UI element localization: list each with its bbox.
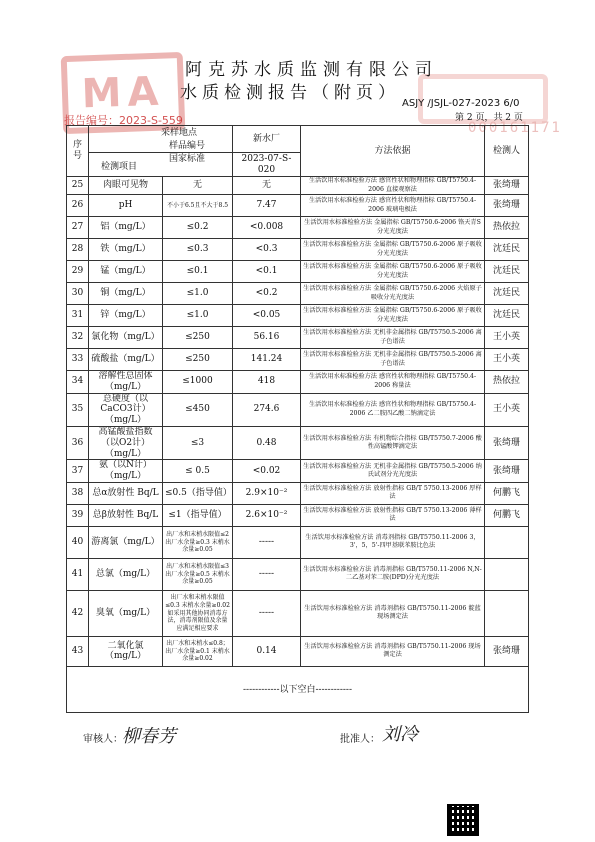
row-item: 铁（mg/L） bbox=[89, 239, 163, 261]
row-item: 氯化物（mg/L） bbox=[89, 327, 163, 349]
row-tester: 王小英 bbox=[485, 393, 529, 426]
row-result: 141.24 bbox=[233, 349, 301, 371]
row-item: pH bbox=[89, 195, 163, 217]
row-standard: ≤3 bbox=[163, 426, 233, 459]
row-method: 生活饮用水标准检验方法 感官性状和物理指标 GB/T5750.4-2006 称量法 bbox=[301, 371, 485, 394]
table-row bbox=[67, 636, 529, 666]
row-result: 2.9×10⁻² bbox=[233, 482, 301, 504]
row-method: 生活饮用水标准检验方法 放射性指标 GB/T 5750.13-2006 厚样法 bbox=[301, 482, 485, 504]
row-number: 25 bbox=[67, 177, 89, 195]
row-result: 56.16 bbox=[233, 327, 301, 349]
row-number: 33 bbox=[67, 349, 89, 371]
sample-value: 2023-07-S-020 bbox=[233, 153, 301, 177]
row-item: 锰（mg/L） bbox=[89, 261, 163, 283]
row-tester: 何鹏飞 bbox=[485, 504, 529, 526]
row-item: 铜（mg/L） bbox=[89, 283, 163, 305]
reviewer-label: 审核人： bbox=[83, 734, 123, 745]
row-number: 32 bbox=[67, 327, 89, 349]
row-result: 274.6 bbox=[233, 393, 301, 426]
row-number: 35 bbox=[67, 393, 89, 426]
row-tester: 张绮珊 bbox=[485, 426, 529, 459]
table-row bbox=[67, 460, 529, 483]
row-item: 总α放射性 Bq/L bbox=[89, 482, 163, 504]
report-title: 水质检测报告（附页） bbox=[180, 83, 400, 103]
row-standard: ≤250 bbox=[163, 349, 233, 371]
row-tester: 王小英 bbox=[485, 327, 529, 349]
table-row bbox=[67, 558, 529, 590]
row-standard: ≤0.3 bbox=[163, 239, 233, 261]
row-tester: 沈廷民 bbox=[485, 305, 529, 327]
row-standard: 不小于6.5且不大于8.5 bbox=[163, 195, 233, 217]
row-tester: 王小英 bbox=[485, 349, 529, 371]
row-method: 生活饮用水标准检验方法 金属指标 GB/T5750.6-2006 原子吸收分光光度法 bbox=[301, 261, 485, 283]
row-result: 0.48 bbox=[233, 426, 301, 459]
row-tester: 张绮珊 bbox=[485, 460, 529, 483]
page-info: 第 2 页，共 2 页 bbox=[455, 113, 523, 123]
table-row bbox=[67, 195, 529, 217]
row-result: 2.6×10⁻² bbox=[233, 504, 301, 526]
row-result: <0.02 bbox=[233, 460, 301, 483]
row-result: <0.2 bbox=[233, 283, 301, 305]
blank-note: ------------以下空白------------ bbox=[243, 685, 352, 696]
header-tester: 检测人 bbox=[485, 126, 529, 177]
approver-label: 批准人： bbox=[340, 734, 380, 745]
row-standard: ≤250 bbox=[163, 327, 233, 349]
row-method: 生活饮用水标准检验方法 金属指标 GB/T5750.6-2006 原子吸收分光光度法 bbox=[301, 305, 485, 327]
row-item: 总硬度（以CaCO3计）（mg/L） bbox=[89, 393, 163, 426]
row-result: ----- bbox=[233, 558, 301, 590]
table-row bbox=[67, 526, 529, 558]
report-number: 报告编号：2023-S-559 bbox=[64, 114, 183, 127]
row-number: 40 bbox=[67, 526, 89, 558]
row-tester bbox=[485, 526, 529, 558]
table-row bbox=[67, 482, 529, 504]
row-method: 生活饮用水标准检验方法 感官性状和物理指标 GB/T5750.4-2006 乙二胺四乙酸二钠滴定法 bbox=[301, 393, 485, 426]
row-method: 生活饮用水标准检验方法 无机非金属指标 GB/T5750.5-2006 离子色谱法 bbox=[301, 349, 485, 371]
table-row bbox=[67, 371, 529, 394]
row-method: 生活饮用水标准检验方法 消毒剂指标 GB/T5750.11-2006 现场测定法 bbox=[301, 636, 485, 666]
row-standard: ≤450 bbox=[163, 393, 233, 426]
row-standard: ≤1（指导值） bbox=[163, 504, 233, 526]
row-number: 28 bbox=[67, 239, 89, 261]
row-standard: 出厂水和末梢水≤0.8；出厂水余量≥0.1 末梢水余量≥0.02 bbox=[163, 636, 233, 666]
row-tester: 张绮珊 bbox=[485, 636, 529, 666]
row-result: 7.47 bbox=[233, 195, 301, 217]
row-method: 生活饮用水标准检验方法 消毒剂指标 GB/T5750.11-2006 N,N-二乙基对苯二胺(DPD)分光光度法 bbox=[301, 558, 485, 590]
row-method: 生活饮用水标准检验方法 无机非金属指标 GB/T5750.5-2006 离子色谱法 bbox=[301, 327, 485, 349]
row-number: 36 bbox=[67, 426, 89, 459]
row-method: 生活饮用水标准检验方法 金属指标 GB/T5750.6-2006 火焰原子吸收分光光度法 bbox=[301, 283, 485, 305]
site-value: 新水厂 bbox=[233, 126, 301, 153]
row-method: 生活饮用水标准检验方法 有机物综合指标 GB/T5750.7-2006 酸性高锰酸钾滴定法 bbox=[301, 426, 485, 459]
row-result: ----- bbox=[233, 590, 301, 636]
table-row bbox=[67, 239, 529, 261]
table-row bbox=[67, 217, 529, 239]
row-number: 27 bbox=[67, 217, 89, 239]
table-row bbox=[67, 261, 529, 283]
row-item: 二氧化氯（mg/L） bbox=[89, 636, 163, 666]
row-result: 418 bbox=[233, 371, 301, 394]
row-method: 生活饮用水标准检验方法 感官性状和物理指标 GB/T5750.4-2006 直接观察法 bbox=[301, 177, 485, 195]
row-standard: ≤1000 bbox=[163, 371, 233, 394]
header-method: 方法依据 bbox=[301, 126, 485, 177]
row-method: 生活饮用水标准检验方法 无机非金属指标 GB/T5750.5-2006 纳氏试剂分光光度法 bbox=[301, 460, 485, 483]
row-number: 29 bbox=[67, 261, 89, 283]
row-item: 锌（mg/L） bbox=[89, 305, 163, 327]
row-item: 臭氧（mg/L） bbox=[89, 590, 163, 636]
row-number: 39 bbox=[67, 504, 89, 526]
row-result: 无 bbox=[233, 177, 301, 195]
row-tester: 沈廷民 bbox=[485, 261, 529, 283]
seal-stamp-number: 000161171 bbox=[468, 120, 562, 136]
table-row bbox=[67, 305, 529, 327]
row-number: 30 bbox=[67, 283, 89, 305]
row-standard: 出厂水和末梢水限值≤3 出厂水余量≥0.5 末梢水余量≥0.05 bbox=[163, 558, 233, 590]
table-row bbox=[67, 327, 529, 349]
table-row bbox=[67, 393, 529, 426]
row-item: 肉眼可见物 bbox=[89, 177, 163, 195]
table-row bbox=[67, 590, 529, 636]
company-name: 阿克苏水质监测有限公司 bbox=[185, 60, 438, 80]
row-item: 总β放射性 Bq/L bbox=[89, 504, 163, 526]
row-standard: ≤0.2 bbox=[163, 217, 233, 239]
row-number: 38 bbox=[67, 482, 89, 504]
header-item-std: 检测项目 国家标准 bbox=[89, 153, 233, 177]
row-result: ----- bbox=[233, 526, 301, 558]
row-number: 31 bbox=[67, 305, 89, 327]
results-table bbox=[66, 125, 529, 713]
row-tester bbox=[485, 558, 529, 590]
header-site: 采样地点 样品编号 bbox=[89, 126, 233, 153]
header-seq: 序号 bbox=[67, 126, 89, 177]
table-row bbox=[67, 426, 529, 459]
row-method: 生活饮用水标准检验方法 金属指标 GB/T5750.6-2006 铬天青S分光光度法 bbox=[301, 217, 485, 239]
row-item: 高锰酸盐指数（以O2计）（mg/L） bbox=[89, 426, 163, 459]
row-item: 游离氯（mg/L） bbox=[89, 526, 163, 558]
table-row bbox=[67, 177, 529, 195]
row-standard: ≤1.0 bbox=[163, 283, 233, 305]
row-result: <0.1 bbox=[233, 261, 301, 283]
row-method: 生活饮用水标准检验方法 消毒剂指标 GB/T5750.11-2006 靛蓝现场测定法 bbox=[301, 590, 485, 636]
reviewer-signature: 柳春芳 bbox=[122, 726, 176, 747]
row-standard: ≤0.5（指导值） bbox=[163, 482, 233, 504]
row-standard: ≤ 0.5 bbox=[163, 460, 233, 483]
row-tester: 热依拉 bbox=[485, 217, 529, 239]
row-tester: 热依拉 bbox=[485, 371, 529, 394]
document-number: ASJY /JSJL-027-2023 6/0 bbox=[402, 98, 520, 109]
table-row bbox=[67, 283, 529, 305]
row-item: 总氯（mg/L） bbox=[89, 558, 163, 590]
row-method: 生活饮用水标准检验方法 金属指标 GB/T5750.6-2006 原子吸收分光光度法 bbox=[301, 239, 485, 261]
row-number: 43 bbox=[67, 636, 89, 666]
table-row bbox=[67, 349, 529, 371]
row-number: 34 bbox=[67, 371, 89, 394]
row-method: 生活饮用水标准检验方法 放射性指标 GB/T 5750.13-2006 薄样法 bbox=[301, 504, 485, 526]
row-item: 溶解性总固体（mg/L） bbox=[89, 371, 163, 394]
row-number: 41 bbox=[67, 558, 89, 590]
row-tester: 张绮珊 bbox=[485, 195, 529, 217]
row-method: 生活饮用水标准检验方法 消毒剂指标 GB/T5750.11-2006 3，3'，5，5'-四甲基联苯胺比色法 bbox=[301, 526, 485, 558]
row-item: 氨（以N计）（mg/L） bbox=[89, 460, 163, 483]
row-standard: ≤0.1 bbox=[163, 261, 233, 283]
cma-stamp: MA bbox=[61, 52, 186, 134]
row-standard: 出厂水和末梢水限值≤0.3 末梢水余量≥0.02 如采用其他协同消毒方法，消毒剂限值及余量应满足相应要求 bbox=[163, 590, 233, 636]
row-result: <0.3 bbox=[233, 239, 301, 261]
row-item: 铝（mg/L） bbox=[89, 217, 163, 239]
row-tester: 张绮珊 bbox=[485, 177, 529, 195]
row-standard: ≤1.0 bbox=[163, 305, 233, 327]
row-method: 生活饮用水标准检验方法 感官性状和物理指标 GB/T5750.4-2006 玻璃电极法 bbox=[301, 195, 485, 217]
row-number: 42 bbox=[67, 590, 89, 636]
blank-note-cell bbox=[67, 666, 529, 712]
row-number: 37 bbox=[67, 460, 89, 483]
row-tester bbox=[485, 590, 529, 636]
approver-signature: 刘冷 bbox=[382, 724, 418, 745]
row-result: <0.05 bbox=[233, 305, 301, 327]
row-result: 0.14 bbox=[233, 636, 301, 666]
row-tester: 何鹏飞 bbox=[485, 482, 529, 504]
qr-code-icon bbox=[447, 804, 479, 836]
row-tester: 沈廷民 bbox=[485, 239, 529, 261]
row-standard: 出厂水和末梢水限值≤2 出厂水余量≥0.3 末梢水余量≥0.05 bbox=[163, 526, 233, 558]
row-standard: 无 bbox=[163, 177, 233, 195]
row-tester: 沈廷民 bbox=[485, 283, 529, 305]
row-result: <0.008 bbox=[233, 217, 301, 239]
table-row bbox=[67, 504, 529, 526]
row-item: 硫酸盐（mg/L） bbox=[89, 349, 163, 371]
row-number: 26 bbox=[67, 195, 89, 217]
